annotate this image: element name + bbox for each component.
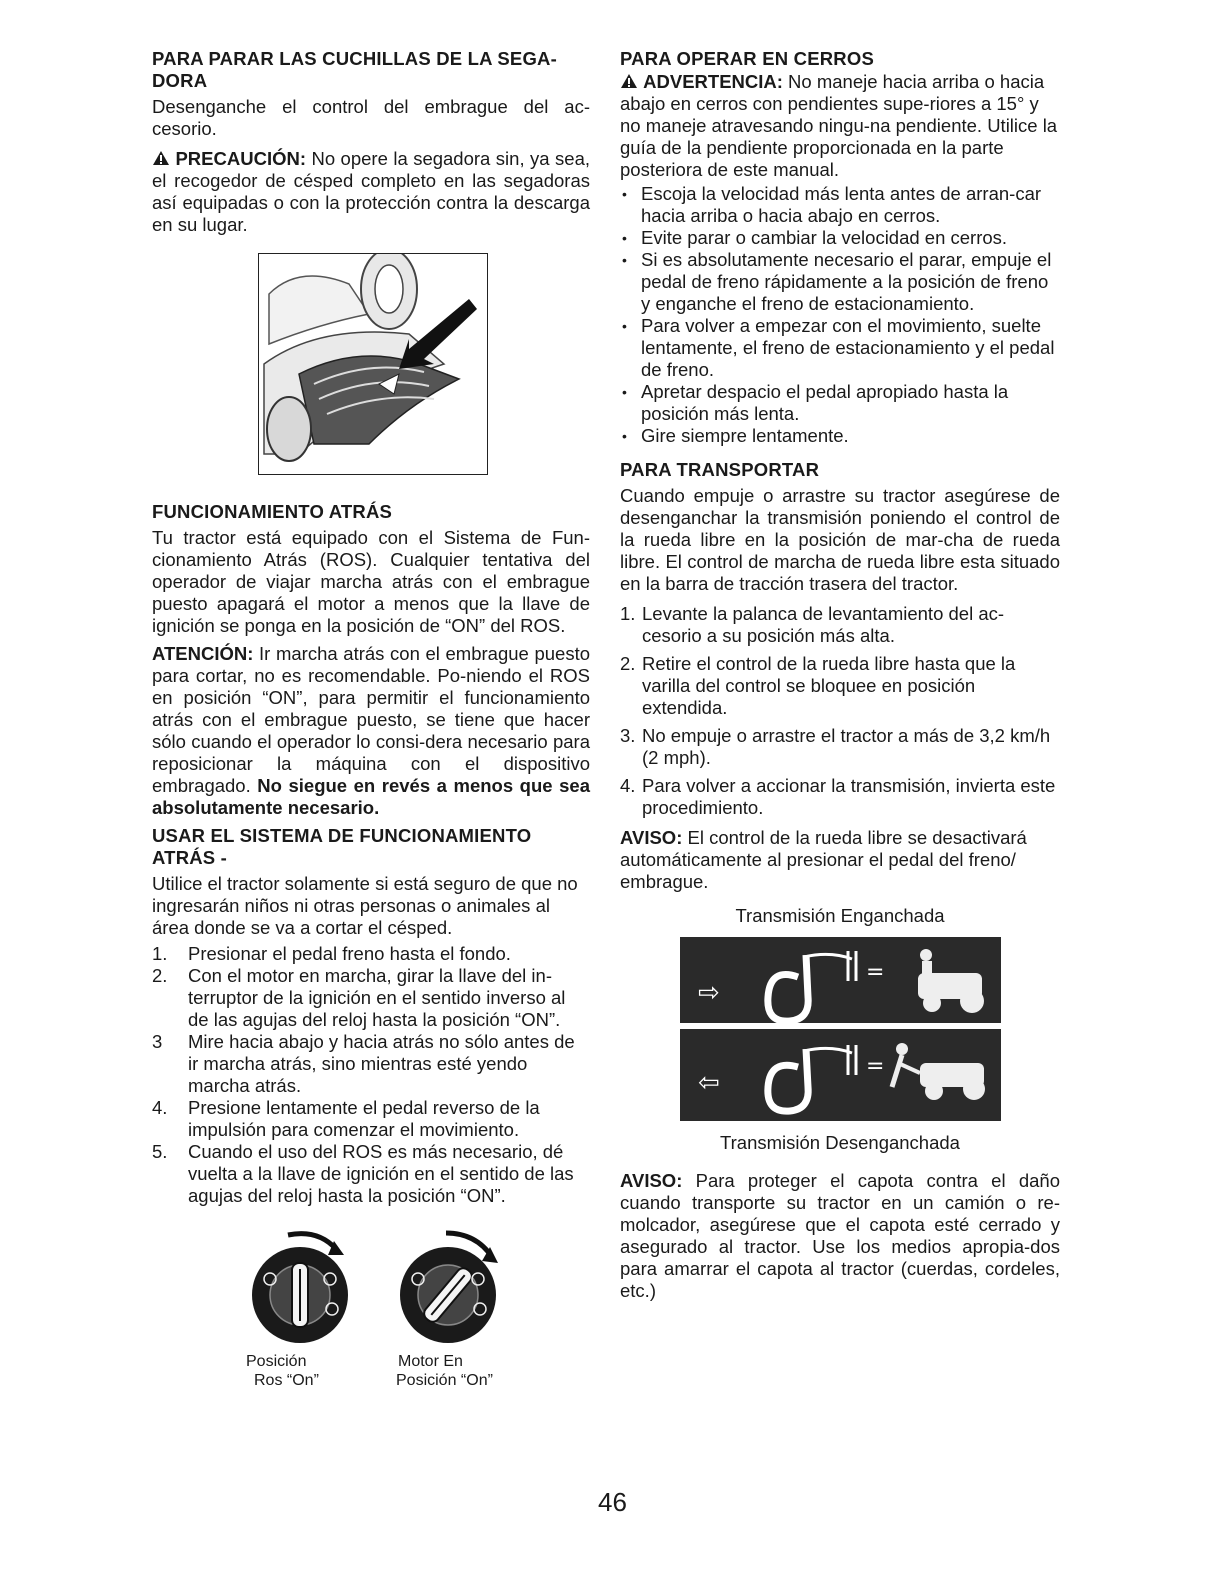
list-item: • Para volver a empezar con el movimiento, suelte lentamente, el freno de estacionamiento y el pedal de freno.: [620, 315, 1060, 381]
list-item: 2. Retire el control de la rueda libre hasta que la varilla del control se bloquee en posición extendida.: [620, 653, 1016, 718]
list-item: 1. Presionar el pedal freno hasta el fondo.: [152, 943, 511, 964]
atencion-paragraph: [152, 643, 590, 819]
heading-use-ros: USAR EL SISTEMA DE FUNCIONAMIENTO ATRÁS -: [152, 825, 532, 868]
aviso-freewheel-paragraph: [620, 827, 1060, 893]
list-item: 3 Mire hacia abajo y hacia atrás no sólo antes de ir marcha atrás, sino mientras esté yendo marcha atrás.: [152, 1031, 575, 1096]
heading-hills: PARA OPERAR EN CERROS: [620, 48, 874, 69]
heading-reverse-operation: FUNCIONAMIENTO ATRÁS: [152, 501, 393, 522]
svg-text:=: =: [865, 1054, 884, 1079]
transmission-engaged-disengaged-illustration: [680, 937, 1001, 1121]
list-item: • Evite parar o cambiar la velocidad en cerros.: [620, 227, 1060, 249]
page-number: 46: [598, 1487, 627, 1517]
ros-key-caption-line2: Ros “On”: [254, 1372, 319, 1389]
list-item: • Si es absolutamente necesario el parar, empuje el pedal de freno rápidamente a la posición de freno y enganche el freno de estacionamiento.: [620, 249, 1060, 315]
list-item: • Apretar despacio el pedal apropiado hasta la posición más lenta.: [620, 381, 1060, 425]
hills-bullet-list: [620, 183, 1060, 447]
atencion-label: ATENCIÓN:: [152, 643, 254, 664]
list-item: 4. Presione lentamente el pedal reverso de la impulsión para comenzar el movimiento.: [152, 1097, 540, 1140]
paragraph-ros-intro: Tu tractor está equipado con el Sistema de Fun-cionamiento Atrás (ROS). Cualquier tentativa del operador de viajar marcha atrás con el embrague puesto apagará el motor a menos que la llave de ignición se ponga en la posición de “ON” del ROS.: [152, 527, 590, 636]
transmission-engaged-caption: Transmisión Enganchada: [735, 905, 945, 926]
svg-text:⇦: ⇦: [697, 1068, 720, 1098]
warning-triangle-icon: [620, 71, 643, 92]
caution-text: No opere la segadora sin, ya sea, el recogedor de césped completo en las segadoras así equipadas o con la protección contra la descarga en su lugar.: [152, 148, 590, 235]
paragraph-use-ros: Utilice el tractor solamente si está seguro de que no ingresarán niños ni otras personas o animales al área donde se va a cortar el césped.: [152, 873, 578, 938]
list-item: 3. No empuje o arrastre el tractor a más de 3,2 km/h (2 mph).: [620, 725, 1051, 768]
list-item: 4. Para volver a accionar la transmisión, invierta este procedimiento.: [620, 775, 1056, 818]
heading-transport: PARA TRANSPORTAR: [620, 459, 820, 480]
ros-steps-list: [152, 943, 590, 1207]
paragraph-disengage: Desenganche el control del embrague del ac-cesorio.: [152, 96, 590, 139]
list-item: • Gire siempre lentamente.: [620, 425, 1060, 447]
motor-key-caption-line1: Motor En: [398, 1353, 463, 1370]
svg-text:⇨: ⇨: [697, 978, 720, 1008]
mower-chute-illustration: [258, 253, 488, 475]
list-item: 1. Levante la palanca de levantamiento del ac-cesorio a su posición más alta.: [620, 603, 1005, 646]
ros-key-caption-line1: Posición: [246, 1353, 307, 1370]
atencion-text: Ir marcha atrás con el embrague puesto para cortar, no es recomendable. Po-niendo el ROS en posición “ON”, para permitir el funcionamiento atrás con el embrague puesto, se tiene que hacer sólo cuando el operador lo consi-dera necesario para reposicionar la máquina con el dispositivo embragado.: [152, 643, 590, 796]
transmission-diagram: [680, 937, 1001, 1126]
warning-text: No maneje hacia arriba o hacia abajo en cerros con pendientes supe-riores a 15° y no maneje atravesando ningu-na pendiente. Utilice la guía de la pendiente proporcionada en la parte posteriora de este manual.: [620, 71, 1058, 180]
warning-paragraph: [620, 71, 1060, 181]
aviso-label: AVISO:: [620, 827, 683, 848]
caution-paragraph: [152, 148, 590, 236]
ignition-key-figures: [152, 1227, 590, 1407]
ros-on-key-figure: [248, 1227, 358, 1390]
transport-steps-list: [620, 603, 1060, 819]
transmission-disengaged-caption: Transmisión Desenganchada: [720, 1132, 960, 1153]
paragraph-transport: Cuando empuje o arrastre su tractor asegúrese de desenganchar la transmisión poniendo el control de la rueda libre en la posición de mar-cha de rueda libre. El control de marcha de rueda libre esta situado en la barra de tracción trasera del tractor.: [620, 485, 1060, 594]
list-item: 2. Con el motor en marcha, girar la llave del in-terruptor de la ignición en el sentido inverso al de las agujas del reloj hasta la posición “ON”.: [152, 965, 566, 1030]
ignition-key-on-icon: [396, 1227, 506, 1347]
aviso-text: Para proteger el capota contra el daño cuando transporte su tractor en un camión o re-molcador, asegúrese que el capota esté cerrado y asegurado al tractor. Use los medios apropia-dos para amarrar el capota al tractor (cuerdas, cordeles, etc.): [620, 1170, 1060, 1301]
warning-triangle-icon: [152, 148, 175, 169]
caution-label: PRECAUCIÓN:: [175, 148, 306, 169]
motor-key-caption-line2: Posición “On”: [396, 1372, 493, 1389]
right-column: [620, 48, 1060, 1302]
left-column: [152, 48, 590, 1407]
aviso-label: AVISO:: [620, 1170, 683, 1191]
ignition-key-ros-icon: [248, 1227, 358, 1347]
atencion-bold-text: No siegue en revés a menos que sea absolutamente necesario.: [152, 775, 590, 818]
svg-text:=: =: [865, 960, 884, 985]
list-item: • Escoja la velocidad más lenta antes de arran-car hacia arriba o hacia abajo en cerros.: [620, 183, 1060, 227]
list-item: 5. Cuando el uso del ROS es más necesario, dé vuelta a la llave de ignición en el sentido de las agujas del reloj hasta la posición “ON”.: [152, 1141, 574, 1206]
warning-label: ADVERTENCIA:: [643, 71, 783, 92]
aviso-hood-paragraph: [620, 1170, 1060, 1302]
aviso-text: El control de la rueda libre se desactivará automáticamente al presionar el pedal del freno/ embrague.: [620, 827, 1027, 892]
heading-stop-blades: PARA PARAR LAS CUCHILLAS DE LA SEGA-DORA: [152, 48, 557, 91]
motor-on-key-figure: [396, 1227, 516, 1390]
